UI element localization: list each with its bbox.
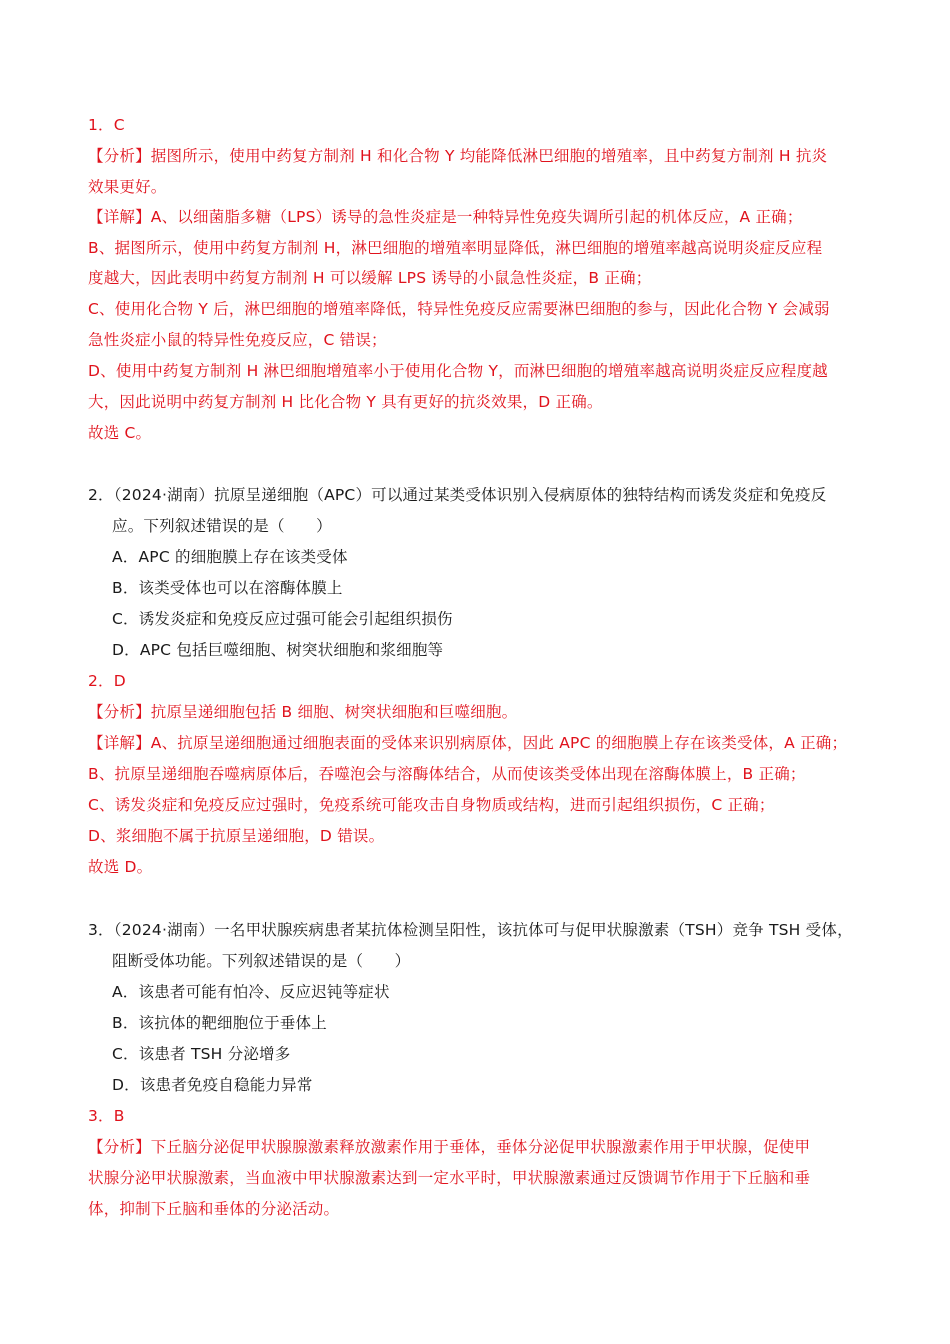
analysis-1-line-1: 【分析】据图所示，使用中药复方制剂 H 和化合物 Y 均能降低淋巴细胞的增殖率，且中药复方制剂 H 抗炎 — [88, 147, 828, 165]
conclusion-2: 故选 D。 — [88, 858, 153, 876]
option-3-d: D．该患者免疫自稳能力异常 — [112, 1076, 313, 1094]
option-2-d: D．APC 包括巨噬细胞、树突状细胞和浆细胞等 — [112, 641, 444, 659]
analysis-1-line-2: 效果更好。 — [88, 178, 167, 196]
option-3-a: A．该患者可能有怕冷、反应迟钝等症状 — [112, 983, 390, 1001]
detail-1-c-line-2: 急性炎症小鼠的特异性免疫反应，C 错误； — [88, 331, 387, 349]
detail-1-d-line-2: 大，因此说明中药复方制剂 H 比化合物 Y 具有更好的抗炎效果，D 正确。 — [88, 393, 603, 411]
detail-1-b-line-1: B、据图所示，使用中药复方制剂 H，淋巴细胞的增殖率明显降低，淋巴细胞的增殖率越高说明炎症反应程 — [88, 239, 823, 257]
analysis-3-line-2: 状腺分泌甲状腺激素，当血液中甲状腺激素达到一定水平时，甲状腺激素通过反馈调节作用于下丘脑和垂 — [88, 1169, 811, 1187]
analysis-3-line-1: 【分析】下丘脑分泌促甲状腺腺激素释放激素作用于垂体，垂体分泌促甲状腺激素作用于甲状腺，促使甲 — [88, 1138, 811, 1156]
conclusion-1: 故选 C。 — [88, 424, 152, 442]
analysis-2: 【分析】抗原呈递细胞包括 B 细胞、树突状细胞和巨噬细胞。 — [88, 703, 518, 721]
option-2-a: A．APC 的细胞膜上存在该类受体 — [112, 548, 348, 566]
answer-2: 2．D — [88, 672, 126, 690]
option-2-b: B．该类受体也可以在溶酶体膜上 — [112, 579, 343, 597]
question-2-line-1: 2．（2024·湖南）抗原呈递细胞（APC）可以通过某类受体识别入侵病原体的独特结构而诱发炎症和免疫反 — [88, 486, 827, 504]
question-3-line-1: 3．（2024·湖南）一名甲状腺疾病患者某抗体检测呈阳性，该抗体可与促甲状腺激素（TSH）竞争 TSH 受体， — [88, 921, 853, 939]
answer-3: 3．B — [88, 1107, 125, 1125]
detail-2-a: 【详解】A、抗原呈递细胞通过细胞表面的受体来识别病原体，因此 APC 的细胞膜上存在该类受体，A 正确； — [88, 734, 848, 752]
option-3-c: C．该患者 TSH 分泌增多 — [112, 1045, 291, 1063]
detail-1-b-line-2: 度越大，因此表明中药复方制剂 H 可以缓解 LPS 诱导的小鼠急性炎症，B 正确； — [88, 269, 652, 287]
detail-1-d-line-1: D、使用中药复方制剂 H 淋巴细胞增殖率小于使用化合物 Y，而淋巴细胞的增殖率越高说明炎症反应程度越 — [88, 362, 828, 380]
detail-2-b: B、抗原呈递细胞吞噬病原体后，吞噬泡会与溶酶体结合，从而使该类受体出现在溶酶体膜上，B 正确； — [88, 765, 806, 783]
question-2-line-2: 应。下列叙述错误的是（ ） — [112, 517, 332, 535]
question-3-line-2: 阻断受体功能。下列叙述错误的是（ ） — [112, 952, 411, 970]
analysis-3-line-3: 体，抑制下丘脑和垂体的分泌活动。 — [88, 1200, 340, 1218]
answer-1: 1．C — [88, 116, 125, 134]
detail-1-a: 【详解】A、以细菌脂多糖（LPS）诱导的急性炎症是一种特异性免疫失调所引起的机体反应，A 正确； — [88, 208, 803, 226]
detail-2-d: D、浆细胞不属于抗原呈递细胞，D 错误。 — [88, 827, 385, 845]
detail-2-c: C、诱发炎症和免疫反应过强时，免疫系统可能攻击自身物质或结构，进而引起组织损伤，C 正确； — [88, 796, 775, 814]
option-3-b: B．该抗体的靶细胞位于垂体上 — [112, 1014, 327, 1032]
option-2-c: C．诱发炎症和免疫反应过强可能会引起组织损伤 — [112, 610, 453, 628]
detail-1-c-line-1: C、使用化合物 Y 后，淋巴细胞的增殖率降低，特异性免疫反应需要淋巴细胞的参与，因此化合物 Y 会减弱 — [88, 300, 830, 318]
